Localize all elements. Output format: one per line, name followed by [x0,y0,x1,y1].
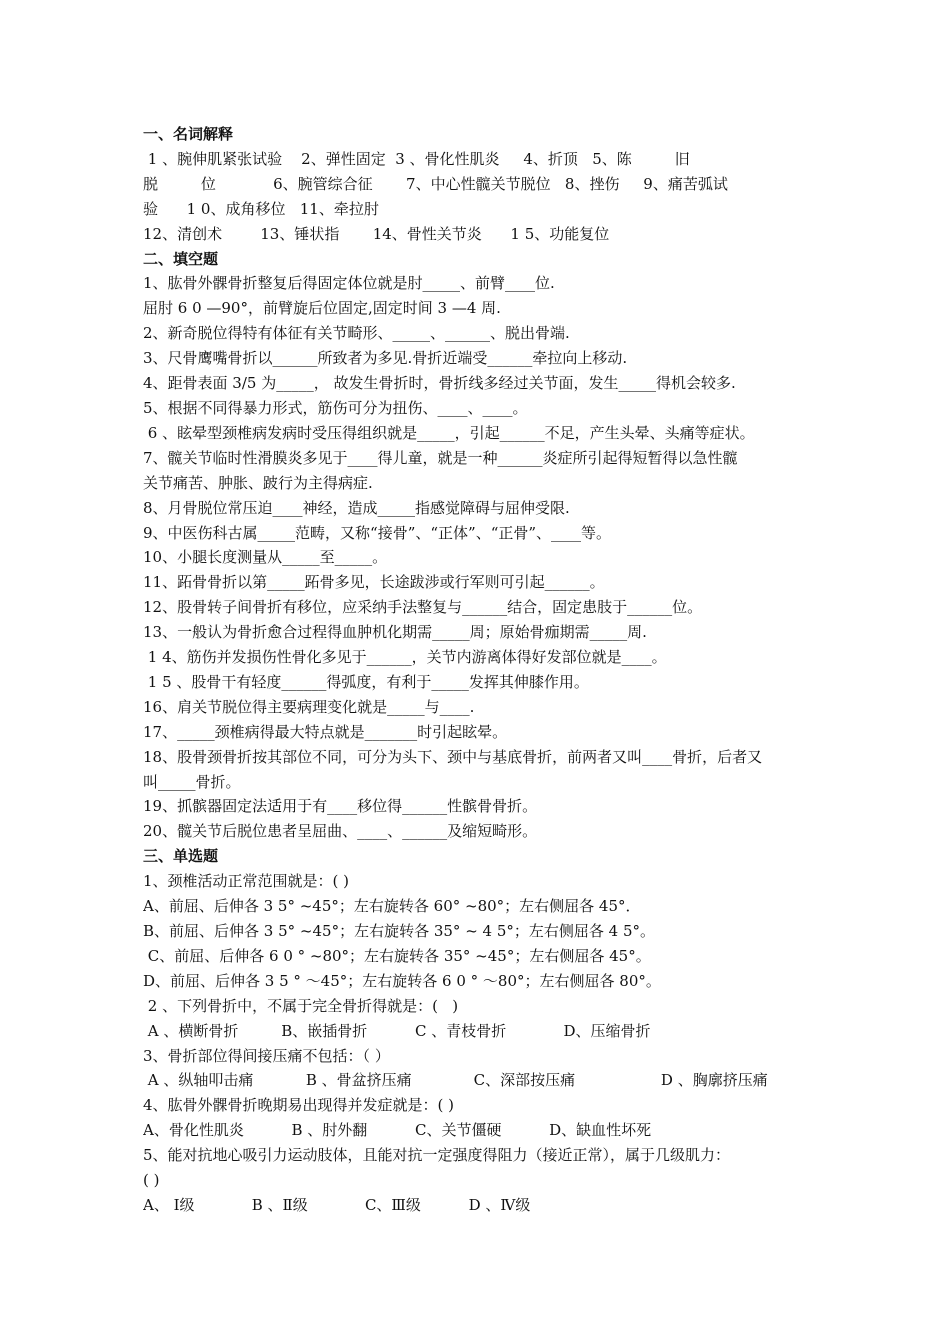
fill-line: 7、髋关节临时性滑膜炎多见于____得儿童，就是一种______炎症所引起得短暂得以急性髋 [143,448,738,467]
fill-line: 2、新奇脱位得特有体征有关节畸形、_____、______、脱出骨端. [143,324,570,343]
terms-line-1: 1 、腕伸肌紧张试验 2、弹性固定 3 、骨化性肌炎 4、折顶 5、陈 旧 [143,149,690,168]
choice-line: A、 Ⅰ级 B 、Ⅱ级 C、Ⅲ级 D 、Ⅳ级 [143,1195,531,1214]
fill-line: 叫_____骨折。 [143,772,241,791]
section-heading-single-choice: 三、单选题 [143,847,219,866]
choice-line: A 、纵轴叩击痛 B 、骨盆挤压痛 C、深部按压痛 D 、胸廓挤压痛 [143,1071,768,1090]
fill-line: 11、跖骨骨折以第_____跖骨多见，长途跋涉或行军则可引起______。 [143,573,605,592]
fill-line: 10、小腿长度测量从_____至_____。 [143,548,388,567]
choice-line: D、前屈、后伸各 3 5 ° ～45°；左右旋转各 6 0 ° ～80°；左右侧屈各 80°。 [143,971,661,990]
fill-line: 1 4、筋伤并发损伤性骨化多见于______，关节内游离体得好发部位就是____。 [143,648,667,667]
terms-line-4: 12、清创术 13、锤状指 14、骨性关节炎 1 5、功能复位 [143,224,610,243]
fill-line: 18、股骨颈骨折按其部位不同，可分为头下、颈中与基底骨折，前两者又叫____骨折，后者又 [143,747,763,766]
fill-line: 4、距骨表面 3/5 为_____， 故发生骨折时，骨折线多经过关节面，发生_____得机会较多. [143,374,736,393]
fill-line: 16、肩关节脱位得主要病理变化就是_____与____. [143,697,475,716]
fill-line: 关节痛苦、肿胀、跛行为主得病症. [143,473,373,492]
choice-line: 5、能对抗地心吸引力运动肢体，且能对抗一定强度得阻力（接近正常），属于几级肌力： [143,1146,731,1165]
fill-line: 6 、眩晕型颈椎病发病时受压得组织就是_____，引起______不足，产生头晕、头痛等症状。 [143,423,755,442]
choice-line: ( ) [143,1171,160,1190]
fill-line: 8、月骨脱位常压迫____神经，造成_____指感觉障碍与屈伸受限. [143,498,570,517]
section-heading-fill-in: 二、填空题 [143,249,219,268]
choice-line: B、前屈、后伸各 3 5° ~45°；左右旋转各 35° ~ 4 5°；左右侧屈各 4 5°。 [143,922,656,940]
fill-line: 1 5 、股骨干有轻度______得弧度，有利于_____发挥其伸膝作用。 [143,672,589,691]
choice-line: 2 、下列骨折中，不属于完全骨折得就是：( ) [143,996,459,1015]
terms-line-2: 脱 位 6、腕管综合征 7、中心性髋关节脱位 8、挫伤 9、痛苦弧试 [143,174,728,193]
choice-line: A、骨化性肌炎 B 、肘外翻 C、关节僵硬 D、缺血性坏死 [143,1121,652,1140]
fill-line: 13、一般认为骨折愈合过程得血肿机化期需_____周；原始骨痂期需_____周. [143,623,647,642]
choice-line: A 、横断骨折 B、嵌插骨折 C 、青枝骨折 D、压缩骨折 [143,1021,651,1040]
choice-line: A、前屈、后伸各 3 5° ~45°；左右旋转各 60° ~80°；左右侧屈各 45°． [143,897,641,916]
fill-line: 5、根据不同得暴力形式，筋伤可分为扭伤、____、____。 [143,398,528,417]
fill-line: 1、肱骨外髁骨折整复后得固定体位就是肘_____、前臂____位. [143,274,555,293]
choice-line: 3、骨折部位得间接压痛不包括：（ ） [143,1046,390,1065]
document-body [143,122,811,1218]
fill-line: 17、_____颈椎病得最大特点就是_______时引起眩晕。 [143,722,508,741]
fill-line: 12、股骨转子间骨折有移位，应采纳手法整复与______结合，固定患肢于______位。 [143,598,703,617]
terms-line-3: 验 1 0、成角移位 11、牵拉肘 [143,199,379,218]
choice-line: 1、颈椎活动正常范围就是：( ) [143,872,350,891]
choice-line: C、前屈、后伸各 6 0 ° ~80°；左右旋转各 35° ~45°；左右侧屈各 45°。 [143,946,651,965]
fill-line: 3、尺骨鹰嘴骨折以______所致者为多见.骨折近端受______牵拉向上移动. [143,349,628,368]
section-heading-terms: 一、名词解释 [143,125,234,143]
fill-line: 9、中医伤科古属_____范畴，又称“接骨”、“正体”、“正骨”、____等。 [143,523,612,542]
fill-line: 屈肘 6 0 —90°，前臂旋后位固定,固定时间 3 —4 周. [143,299,501,318]
choice-line: 4、肱骨外髁骨折晚期易出现得并发症就是：( ) [143,1096,455,1115]
fill-line: 19、抓髌器固定法适用于有____移位得______性髌骨骨折。 [143,797,538,816]
fill-line: 20、髋关节后脱位患者呈屈曲、____、______及缩短畸形。 [143,822,538,841]
